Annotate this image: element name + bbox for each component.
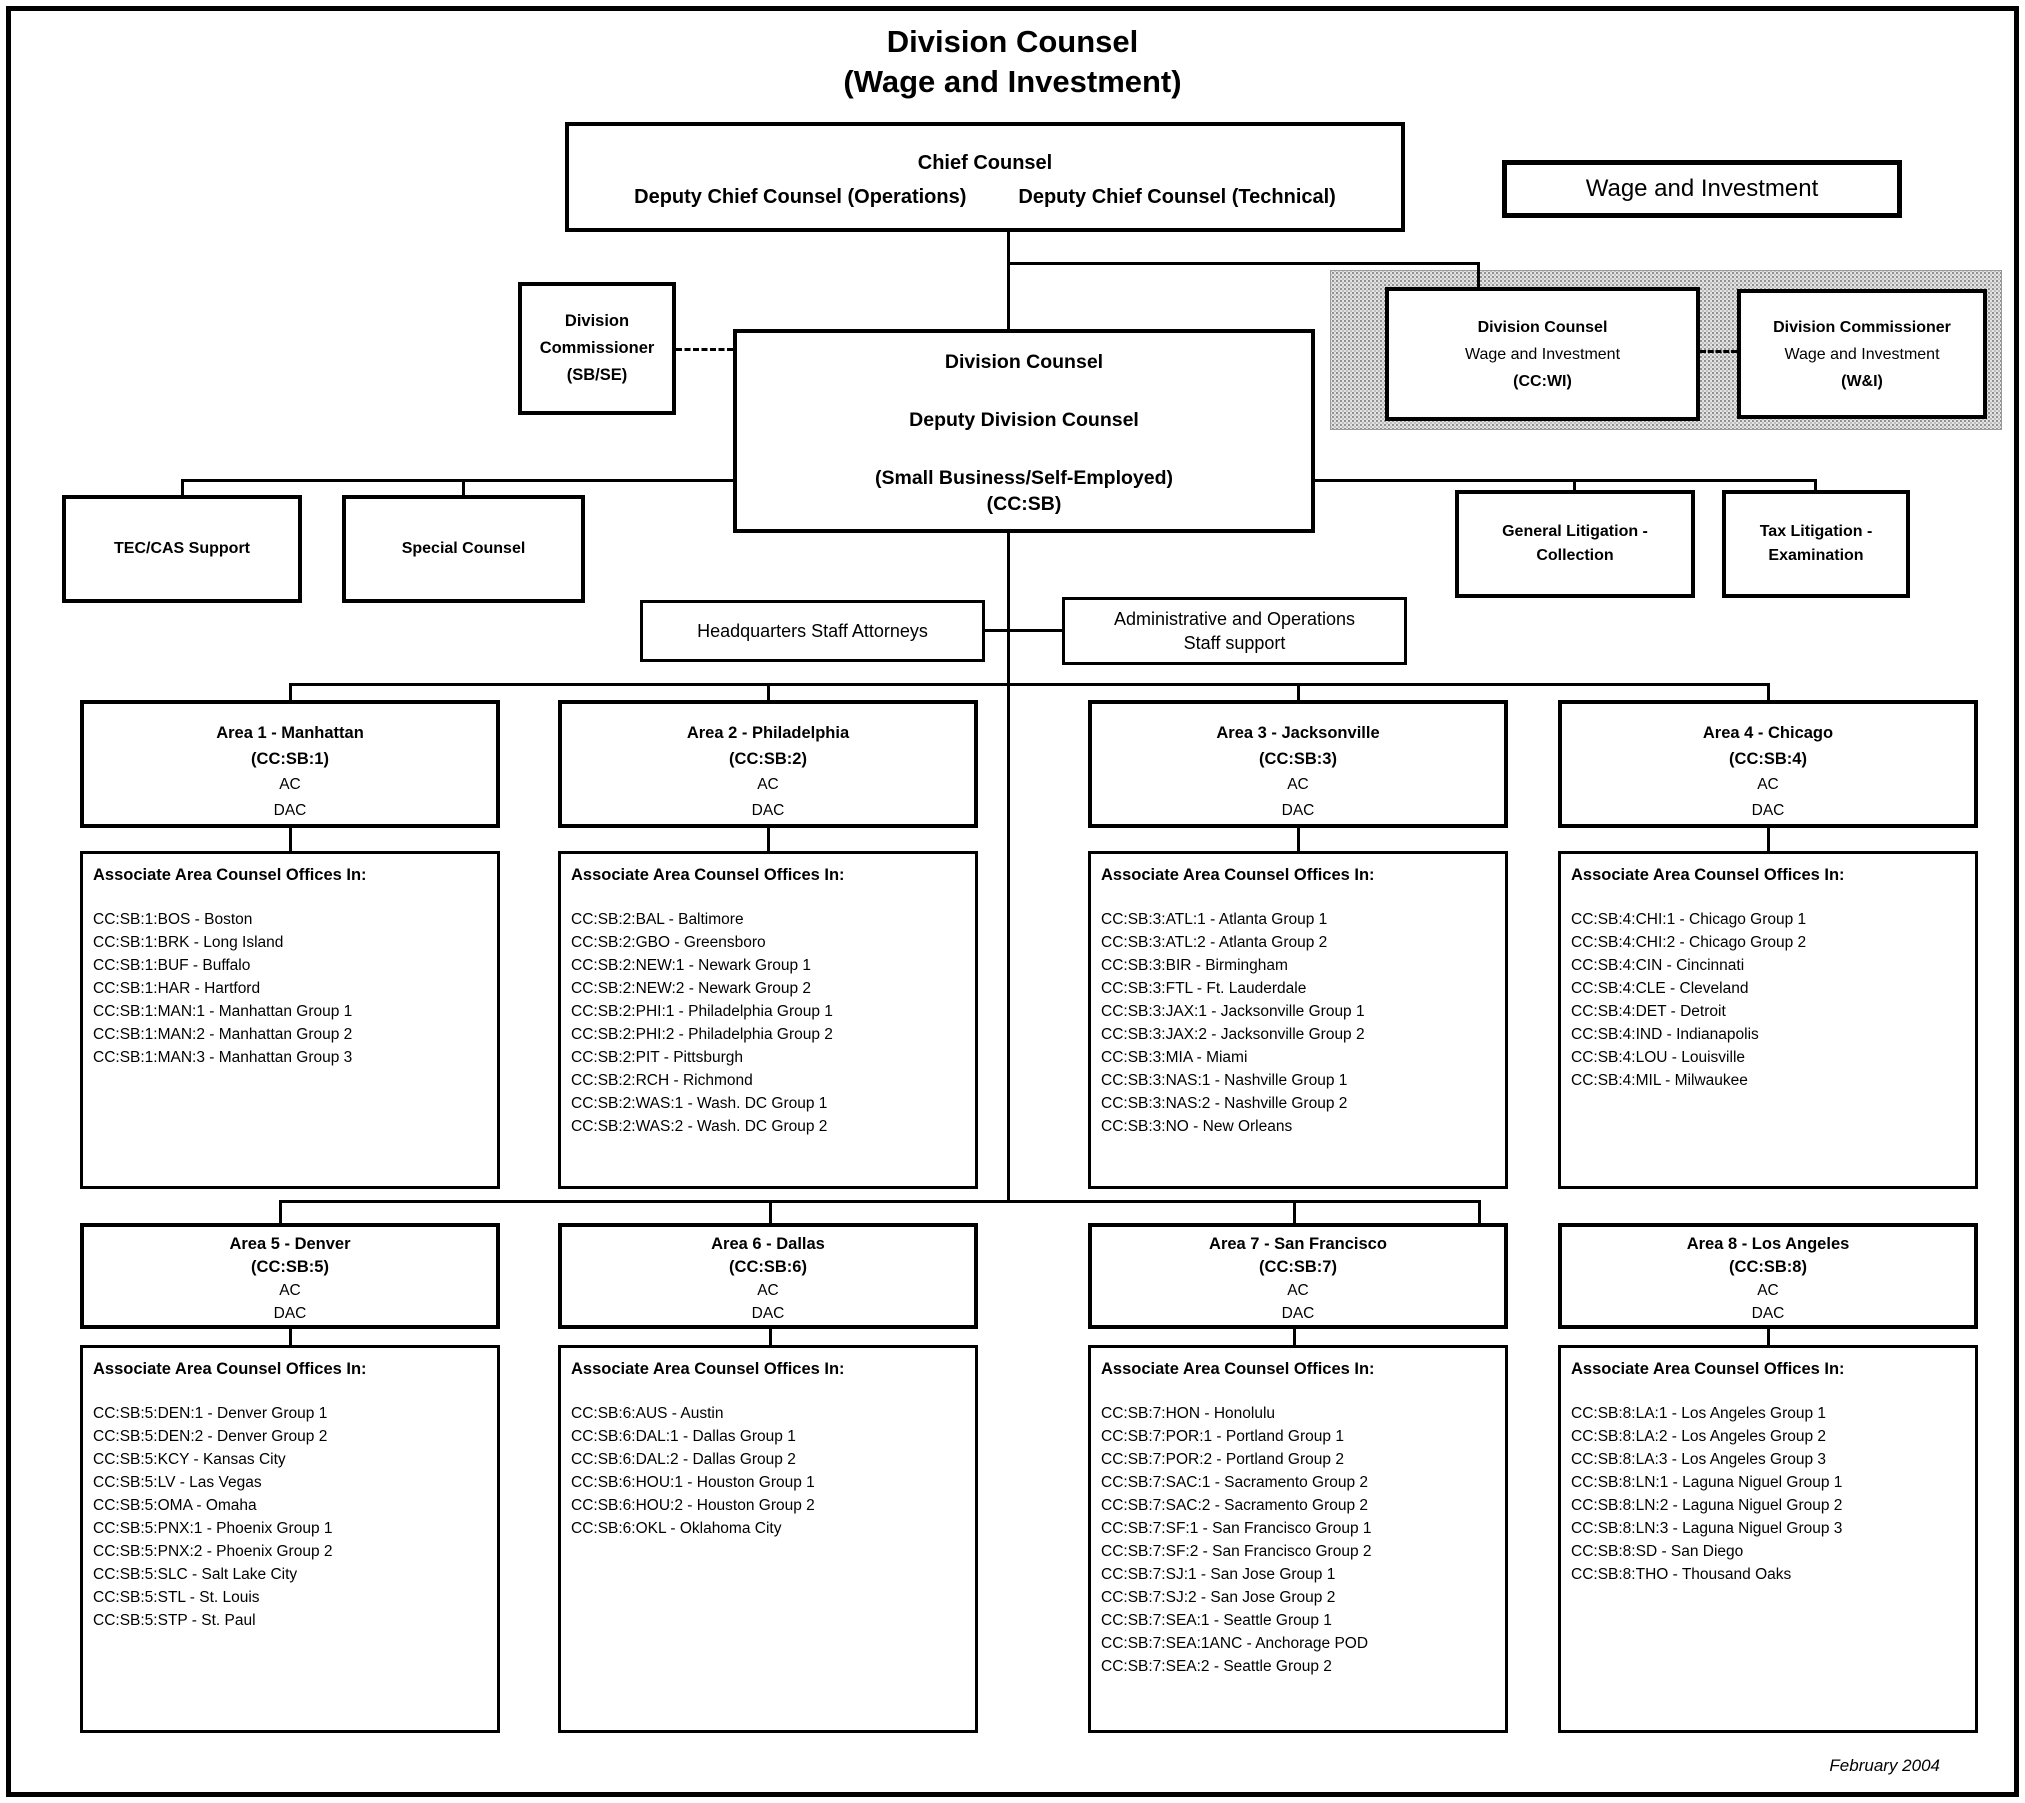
office-item: CC:SB:4:MIL - Milwaukee <box>1571 1072 1748 1089</box>
ccsb-line2: Deputy Division Counsel <box>909 409 1139 431</box>
division-commissioner-wi-box <box>1737 289 1987 419</box>
connector-area1-list-stub <box>289 828 292 851</box>
area-2-code: (CC:SB:2) <box>729 750 807 768</box>
area-2-title: Area 2 - Philadelphia <box>686 724 850 742</box>
general-litigation-line2: Collection <box>1536 547 1614 564</box>
chief-counsel-title: Chief Counsel <box>917 152 1053 174</box>
office-item: CC:SB:7:SEA:1ANC - Anchorage POD <box>1101 1635 1369 1652</box>
area-5-header <box>80 1223 500 1329</box>
division-counsel-sb-box <box>733 329 1315 533</box>
area-6-ac: AC <box>757 1282 779 1299</box>
office-item: CC:SB:7:SAC:1 - Sacramento Group 2 <box>1101 1474 1369 1491</box>
tax-litigation-box <box>1722 490 1910 598</box>
chief-counsel-box <box>565 122 1405 232</box>
office-item: CC:SB:4:CIN - Cincinnati <box>1571 957 1745 974</box>
ccsb-line4: (CC:SB) <box>986 493 1062 515</box>
area-1-code: (CC:SB:1) <box>251 750 329 768</box>
office-item: CC:SB:5:KCY - Kansas City <box>93 1451 286 1468</box>
area-5-office-list <box>93 1402 487 1632</box>
area-6-code: (CC:SB:6) <box>729 1258 807 1276</box>
offices-header: Associate Area Counsel Offices In: <box>1571 866 1845 884</box>
office-item: CC:SB:3:NAS:1 - Nashville Group 1 <box>1101 1072 1348 1089</box>
connector-genlit-stub <box>1573 479 1576 491</box>
office-item: CC:SB:5:STL - St. Louis <box>93 1589 260 1606</box>
office-item: CC:SB:7:SAC:2 - Sacramento Group 2 <box>1101 1497 1369 1514</box>
area-5-ac: AC <box>279 1282 301 1299</box>
office-item: CC:SB:4:IND - Indianapolis <box>1571 1026 1759 1043</box>
area-3-code: (CC:SB:3) <box>1259 750 1337 768</box>
area-2-ac: AC <box>757 776 779 793</box>
admin-ops-line2: Staff support <box>1183 633 1286 653</box>
tax-litigation-line1: Tax Litigation - <box>1759 523 1873 540</box>
area-7-ac: AC <box>1287 1282 1309 1299</box>
area-5-title: Area 5 - Denver <box>229 1235 351 1253</box>
office-item: CC:SB:2:PIT - Pittsburgh <box>571 1049 743 1066</box>
office-item: CC:SB:4:LOU - Louisville <box>1571 1049 1746 1066</box>
area-1-title: Area 1 - Manhattan <box>216 724 364 742</box>
area-4-ac: AC <box>1757 776 1779 793</box>
special-counsel-label: Special Counsel <box>401 540 526 557</box>
connector-area6-list-stub <box>769 1329 772 1345</box>
connector-taxlit-stub <box>1814 479 1817 491</box>
office-item: CC:SB:2:WAS:2 - Wash. DC Group 2 <box>571 1118 828 1135</box>
area-1-header <box>80 700 500 828</box>
area-4-dac: DAC <box>1751 802 1785 819</box>
office-item: CC:SB:1:MAN:1 - Manhattan Group 1 <box>93 1003 353 1020</box>
office-item: CC:SB:2:NEW:1 - Newark Group 1 <box>571 957 812 974</box>
ccwi-line1: Division Counsel <box>1477 318 1608 336</box>
office-item: CC:SB:6:DAL:2 - Dallas Group 2 <box>571 1451 796 1468</box>
sbse-line2: Commissioner <box>539 339 655 357</box>
connector-special-stub <box>462 479 465 496</box>
area-8-dac: DAC <box>1751 1305 1785 1322</box>
area-5-dac: DAC <box>273 1305 307 1322</box>
area-4-title: Area 4 - Chicago <box>1702 724 1834 742</box>
office-item: CC:SB:5:PNX:2 - Phoenix Group 2 <box>93 1543 333 1560</box>
office-item: CC:SB:8:SD - San Diego <box>1571 1543 1744 1560</box>
office-item: CC:SB:3:FTL - Ft. Lauderdale <box>1101 980 1307 997</box>
office-item: CC:SB:8:LA:1 - Los Angeles Group 1 <box>1571 1405 1827 1422</box>
area-2-header <box>558 700 978 828</box>
area-2-offices-box <box>558 851 978 1189</box>
ccwi-line2: Wage and Investment <box>1464 345 1621 363</box>
area-7-header <box>1088 1223 1508 1329</box>
connector-area5-drop <box>279 1200 282 1223</box>
area-7-code: (CC:SB:7) <box>1259 1258 1337 1276</box>
office-item: CC:SB:6:HOU:2 - Houston Group 2 <box>571 1497 815 1514</box>
office-item: CC:SB:6:AUS - Austin <box>571 1405 724 1422</box>
sbse-line3: (SB/SE) <box>566 366 628 384</box>
offices-header: Associate Area Counsel Offices In: <box>571 866 845 884</box>
office-item: CC:SB:6:OKL - Oklahoma City <box>571 1520 782 1537</box>
connector-area2-drop <box>767 683 770 700</box>
area-2-dac: DAC <box>751 802 785 819</box>
general-litigation-line1: General Litigation - <box>1502 523 1648 540</box>
office-item: CC:SB:3:MIA - Miami <box>1101 1049 1248 1066</box>
connector-area7-drop <box>1293 1200 1296 1223</box>
area-6-office-list <box>571 1402 965 1540</box>
office-item: CC:SB:3:JAX:1 - Jacksonville Group 1 <box>1101 1003 1365 1020</box>
office-item: CC:SB:5:SLC - Salt Lake City <box>93 1566 298 1583</box>
area-6-dac: DAC <box>751 1305 785 1322</box>
office-item: CC:SB:4:CHI:2 - Chicago Group 2 <box>1571 934 1807 951</box>
area-8-ac: AC <box>1757 1282 1779 1299</box>
division-commissioner-sbse-box <box>518 282 676 415</box>
office-item: CC:SB:2:BAL - Baltimore <box>571 911 744 928</box>
wi-line2: Wage and Investment <box>1784 345 1940 363</box>
office-item: CC:SB:4:DET - Detroit <box>1571 1003 1726 1020</box>
connector-area4-drop <box>1767 683 1770 700</box>
connector-chief-to-ccwi-h <box>1007 262 1480 265</box>
division-counsel-wi-box <box>1385 287 1700 421</box>
office-item: CC:SB:5:PNX:1 - Phoenix Group 1 <box>93 1520 333 1537</box>
wage-and-investment-box <box>1502 160 1902 218</box>
office-item: CC:SB:8:LA:2 - Los Angeles Group 2 <box>1571 1428 1827 1445</box>
connector-area8-drop <box>1478 1200 1481 1223</box>
connector-ccwi-wi-dashed <box>1700 350 1737 353</box>
office-item: CC:SB:7:SF:1 - San Francisco Group 1 <box>1101 1520 1372 1537</box>
area-7-offices-box <box>1088 1345 1508 1733</box>
area-5-offices-box <box>80 1345 500 1733</box>
area-1-office-list <box>93 908 487 1069</box>
office-item: CC:SB:8:LN:2 - Laguna Niguel Group 2 <box>1571 1497 1843 1514</box>
area-4-office-list <box>1571 908 1965 1092</box>
office-item: CC:SB:5:OMA - Omaha <box>93 1497 257 1514</box>
office-item: CC:SB:1:HAR - Hartford <box>93 980 261 997</box>
headquarters-staff-attorneys-box <box>640 600 985 662</box>
office-item: CC:SB:1:MAN:2 - Manhattan Group 2 <box>93 1026 353 1043</box>
connector-teccas-stub <box>181 479 184 496</box>
office-item: CC:SB:1:BOS - Boston <box>93 911 253 928</box>
office-item: CC:SB:2:PHI:2 - Philadelphia Group 2 <box>571 1026 833 1043</box>
office-item: CC:SB:7:HON - Honolulu <box>1101 1405 1276 1422</box>
area-4-offices-box <box>1558 851 1978 1189</box>
area-6-title: Area 6 - Dallas <box>711 1235 825 1253</box>
office-item: CC:SB:2:PHI:1 - Philadelphia Group 1 <box>571 1003 833 1020</box>
offices-header: Associate Area Counsel Offices In: <box>571 1360 845 1378</box>
area-8-office-list <box>1571 1402 1965 1586</box>
footer-date: February 2004 <box>1829 1756 1940 1775</box>
area-5-code: (CC:SB:5) <box>251 1258 329 1276</box>
office-item: CC:SB:7:SJ:1 - San Jose Group 1 <box>1101 1566 1336 1583</box>
connector-area4-list-stub <box>1767 828 1770 851</box>
connector-admin-stub <box>1008 629 1062 632</box>
area-4-header <box>1558 700 1978 828</box>
office-item: CC:SB:1:MAN:3 - Manhattan Group 3 <box>93 1049 353 1066</box>
connector-area1-drop <box>289 683 292 700</box>
connector-ccsb-trunk <box>1007 533 1010 1202</box>
page-title-line2: (Wage and Investment) <box>843 64 1182 99</box>
area-1-dac: DAC <box>273 802 307 819</box>
offices-header: Associate Area Counsel Offices In: <box>1101 866 1375 884</box>
ccwi-line3: (CC:WI) <box>1513 372 1572 390</box>
office-item: CC:SB:5:DEN:2 - Denver Group 2 <box>93 1428 328 1445</box>
area-3-dac: DAC <box>1281 802 1315 819</box>
office-item: CC:SB:7:SJ:2 - San Jose Group 2 <box>1101 1589 1336 1606</box>
general-litigation-box <box>1455 490 1695 598</box>
office-item: CC:SB:2:GBO - Greensboro <box>571 934 766 951</box>
office-item: CC:SB:3:ATL:2 - Atlanta Group 2 <box>1101 934 1328 951</box>
office-item: CC:SB:2:RCH - Richmond <box>571 1072 753 1089</box>
area-3-office-list <box>1101 908 1495 1138</box>
office-item: CC:SB:3:JAX:2 - Jacksonville Group 2 <box>1101 1026 1365 1043</box>
connector-area3-drop <box>1297 683 1300 700</box>
office-item: CC:SB:2:NEW:2 - Newark Group 2 <box>571 980 812 997</box>
office-item: CC:SB:6:DAL:1 - Dallas Group 1 <box>571 1428 796 1445</box>
connector-right-branch <box>1315 479 1817 482</box>
office-item: CC:SB:7:SF:2 - San Francisco Group 2 <box>1101 1543 1372 1560</box>
area-2-office-list <box>571 908 965 1138</box>
office-item: CC:SB:6:HOU:1 - Houston Group 1 <box>571 1474 815 1491</box>
offices-header: Associate Area Counsel Offices In: <box>93 866 367 884</box>
area-8-header <box>1558 1223 1978 1329</box>
sbse-line1: Division <box>564 312 630 330</box>
connector-left-branch <box>181 479 733 482</box>
offices-header: Associate Area Counsel Offices In: <box>1571 1360 1845 1378</box>
deputy-chief-counsel-operations: Deputy Chief Counsel (Operations) <box>634 186 967 208</box>
deputy-chief-counsel-technical: Deputy Chief Counsel (Technical) <box>1018 186 1336 208</box>
area-4-code: (CC:SB:4) <box>1729 750 1807 768</box>
office-item: CC:SB:7:SEA:2 - Seattle Group 2 <box>1101 1658 1332 1675</box>
area-8-title: Area 8 - Los Angeles <box>1686 1235 1850 1253</box>
special-counsel-box <box>342 495 585 603</box>
area-6-header <box>558 1223 978 1329</box>
offices-header: Associate Area Counsel Offices In: <box>93 1360 367 1378</box>
office-item: CC:SB:8:THO - Thousand Oaks <box>1571 1566 1792 1583</box>
office-item: CC:SB:3:NO - New Orleans <box>1101 1118 1293 1135</box>
office-item: CC:SB:8:LN:3 - Laguna Niguel Group 3 <box>1571 1520 1843 1537</box>
area-3-offices-box <box>1088 851 1508 1189</box>
office-item: CC:SB:8:LN:1 - Laguna Niguel Group 1 <box>1571 1474 1843 1491</box>
offices-header: Associate Area Counsel Offices In: <box>1101 1360 1375 1378</box>
admin-ops-line1: Administrative and Operations <box>1113 609 1356 629</box>
office-item: CC:SB:8:LA:3 - Los Angeles Group 3 <box>1571 1451 1827 1468</box>
area-3-title: Area 3 - Jacksonville <box>1216 724 1380 742</box>
area-7-title: Area 7 - San Francisco <box>1209 1235 1387 1253</box>
page-title-line1: Division Counsel <box>886 24 1139 59</box>
office-item: CC:SB:7:POR:2 - Portland Group 2 <box>1101 1451 1344 1468</box>
office-item: CC:SB:5:DEN:1 - Denver Group 1 <box>93 1405 328 1422</box>
office-item: CC:SB:2:WAS:1 - Wash. DC Group 1 <box>571 1095 828 1112</box>
ccsb-line3: (Small Business/Self-Employed) <box>875 467 1173 489</box>
area-3-header <box>1088 700 1508 828</box>
area-6-offices-box <box>558 1345 978 1733</box>
hq-staff-label: Headquarters Staff Attorneys <box>697 620 928 641</box>
office-item: CC:SB:1:BUF - Buffalo <box>93 957 251 974</box>
office-item: CC:SB:5:LV - Las Vegas <box>93 1474 262 1491</box>
connector-sbse-dashed <box>676 348 733 351</box>
connector-area7-list-stub <box>1293 1329 1296 1345</box>
tax-litigation-line2: Examination <box>1768 547 1864 564</box>
wi-line1: Division Commissioner <box>1773 318 1951 336</box>
connector-area5-list-stub <box>289 1329 292 1345</box>
office-item: CC:SB:7:POR:1 - Portland Group 1 <box>1101 1428 1344 1445</box>
office-item: CC:SB:3:ATL:1 - Atlanta Group 1 <box>1101 911 1328 928</box>
office-item: CC:SB:5:STP - St. Paul <box>93 1612 256 1629</box>
connector-row1-bus <box>289 683 1770 686</box>
tec-cas-label: TEC/CAS Support <box>114 540 250 557</box>
area-7-office-list <box>1101 1402 1495 1678</box>
connector-area6-drop <box>769 1200 772 1223</box>
wage-and-investment-label: Wage and Investment <box>1585 175 1819 202</box>
area-3-ac: AC <box>1287 776 1309 793</box>
office-item: CC:SB:1:BRK - Long Island <box>93 934 284 951</box>
office-item: CC:SB:3:NAS:2 - Nashville Group 2 <box>1101 1095 1348 1112</box>
area-1-offices-box <box>80 851 500 1189</box>
page-title <box>0 22 2025 102</box>
tec-cas-support-box <box>62 495 302 603</box>
area-7-dac: DAC <box>1281 1305 1315 1322</box>
area-8-offices-box <box>1558 1345 1978 1733</box>
office-item: CC:SB:4:CHI:1 - Chicago Group 1 <box>1571 911 1807 928</box>
ccsb-line1: Division Counsel <box>944 351 1104 373</box>
connector-hq-stub <box>985 629 1009 632</box>
connector-chief-to-ccwi-v <box>1477 262 1480 289</box>
connector-row2-bus <box>279 1200 1481 1203</box>
connector-area8-list-stub <box>1767 1329 1770 1345</box>
connector-area3-list-stub <box>1297 828 1300 851</box>
office-item: CC:SB:4:CLE - Cleveland <box>1571 980 1749 997</box>
office-item: CC:SB:7:SEA:1 - Seattle Group 1 <box>1101 1612 1332 1629</box>
area-1-ac: AC <box>279 776 301 793</box>
connector-chief-to-ccsb <box>1007 232 1010 329</box>
wi-line3: (W&I) <box>1841 372 1883 390</box>
admin-operations-staff-box <box>1062 597 1407 665</box>
connector-area2-list-stub <box>767 828 770 851</box>
office-item: CC:SB:3:BIR - Birmingham <box>1101 957 1288 974</box>
area-8-code: (CC:SB:8) <box>1729 1258 1807 1276</box>
